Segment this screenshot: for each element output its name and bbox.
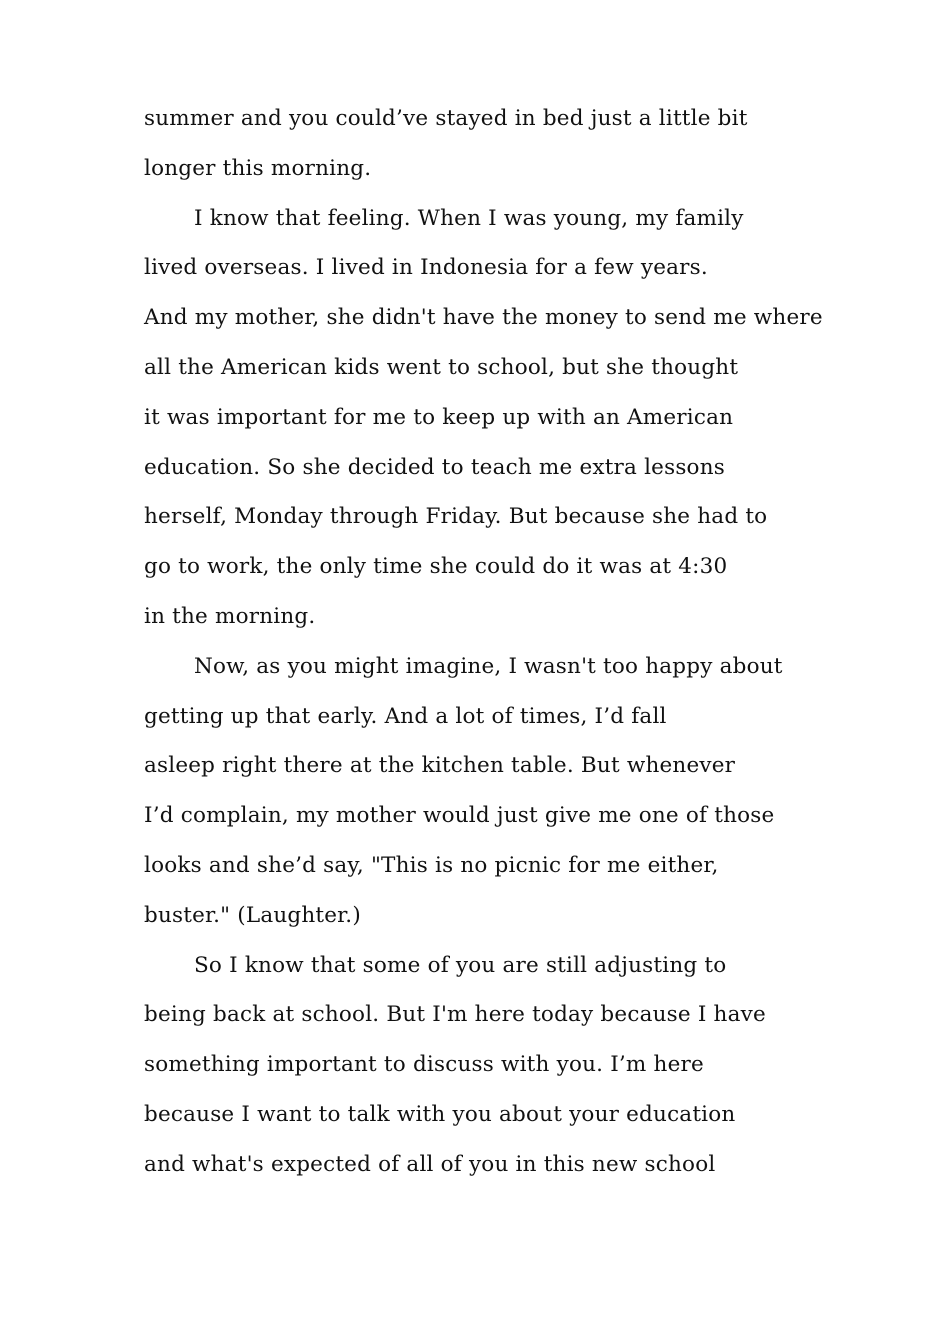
paragraph-start-line: I know that feeling. When I was young, my family: [194, 205, 744, 231]
text-line: buster." (Laughter.): [144, 902, 361, 928]
text-line: herself, Monday through Friday. But because she had to: [144, 504, 768, 530]
text-line: getting up that early. And a lot of times, I’d fall: [144, 703, 667, 729]
text-line: something important to discuss with you. I’m here: [144, 1052, 704, 1078]
text-line: asleep right there at the kitchen table. But whenever: [144, 753, 736, 779]
paragraph-start-line: So I know that some of you are still adjusting to: [194, 952, 727, 978]
text-line: I’d complain, my mother would just give me one of those: [144, 803, 775, 829]
document-body: [144, 94, 834, 1190]
text-line: longer this morning.: [144, 155, 372, 181]
text-line: it was important for me to keep up with an American: [144, 404, 734, 430]
text-line: lived overseas. I lived in Indonesia for a few years.: [144, 255, 708, 281]
text-line: go to work, the only time she could do it was at 4:30: [144, 554, 728, 580]
text-line: all the American kids went to school, but she thought: [144, 354, 739, 380]
text-line: education. So she decided to teach me extra lessons: [144, 454, 725, 480]
text-line: summer and you could’ve stayed in bed just a little bit: [144, 106, 748, 131]
text-line: being back at school. But I'm here today because I have: [144, 1002, 766, 1028]
text-line: And my mother, she didn't have the money to send me where: [144, 305, 823, 331]
text-line: and what's expected of all of you in this new school: [144, 1151, 716, 1177]
text-line: because I want to talk with you about your education: [144, 1101, 736, 1127]
text-line: in the morning.: [144, 603, 316, 629]
text-line: looks and she’d say, "This is no picnic for me either,: [144, 852, 719, 878]
paragraph-start-line: Now, as you might imagine, I wasn't too happy about: [194, 653, 783, 679]
